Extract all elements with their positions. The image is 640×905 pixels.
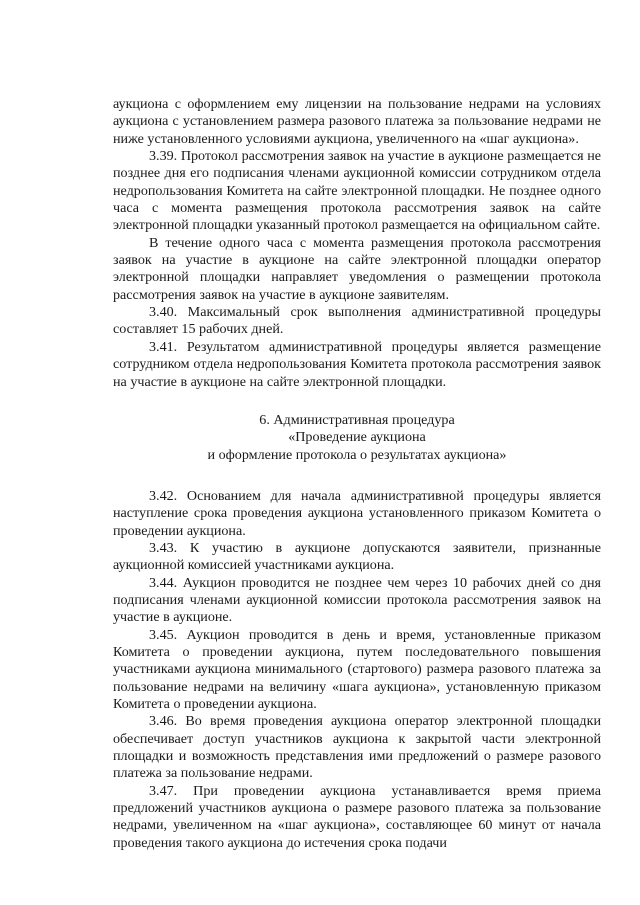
paragraph-continuation: аукциона с оформлением ему лицензии на пользование недрами на условиях аукциона с установлением размера разового платежа за пользование недрами не ниже установленного условиями аукциона, увеличенного на «шаг аукциона». [113,96,601,147]
paragraph-3-46: 3.46. Во время проведения аукциона оператор электронной площадки обеспечивает доступ участников аукциона к закрытой части электронной площадки и возможность представления ими предложений о размере разового платежа за пользование недрами. [113,713,601,782]
section-heading [113,412,601,464]
paragraph-notification: В течение одного часа с момента размещения протокола рассмотрения заявок на участие в аукционе на сайте электронной площадки оператор электронной площадки направляет уведомления о размещении протокола рассмотрения заявок на участие в аукционе заявителям. [113,234,601,303]
paragraph-3-44: 3.44. Аукцион проводится не позднее чем через 10 рабочих дней со дня подписания членами аукционной комиссии протокола рассмотрения заявок на участие в аукционе. [113,574,601,626]
document-body [113,96,601,852]
paragraph-3-41: 3.41. Результатом административной процедуры является размещение сотрудником отдела недропользования Комитета протокола рассмотрения заявок на участие в аукционе на сайте электронной площадки. [113,338,601,390]
paragraph-3-39: 3.39. Протокол рассмотрения заявок на участие в аукционе размещается не позднее дня его подписания членами аукционной комиссии сотрудником отдела недропользования Комитета на сайте электронной площадки. Не позднее одного часа с момента размещения протокола рассмотрения заявок на сайте электронной площадки указанный протокол размещается на официальном сайте. [113,148,601,234]
paragraph-3-45: 3.45. Аукцион проводится в день и время, установленные приказом Комитета о проведении аукциона, путем последовательного повышения участниками аукциона минимального (стартового) размера разового платежа за пользование недрами на величину «шага аукциона», установленную приказом Комитета о проведении аукциона. [113,626,601,712]
section-heading-line-3: и оформление протокола о результатах аукциона» [207,446,507,463]
paragraph-3-43: 3.43. К участию в аукционе допускаются заявители, признанные аукционной комиссией участниками аукциона. [113,539,601,574]
section-heading-line-2: «Проведение аукциона [288,429,426,446]
paragraph-3-47: 3.47. При проведении аукциона устанавливается время приема предложений участников аукциона о размере разового платежа за пользование недрами, увеличенном на «шаг аукциона», составляющее 60 минут от начала проведения такого аукциона до истечения срока подачи [113,782,601,851]
paragraph-3-42: 3.42. Основанием для начала административной процедуры является наступление срока проведения аукциона установленного приказом Комитета о проведении аукциона. [113,487,601,539]
paragraph-3-40: 3.40. Максимальный срок выполнения административной процедуры составляет 15 рабочих дней. [113,304,601,338]
section-heading-line-1: 6. Административная процедура [259,411,455,428]
